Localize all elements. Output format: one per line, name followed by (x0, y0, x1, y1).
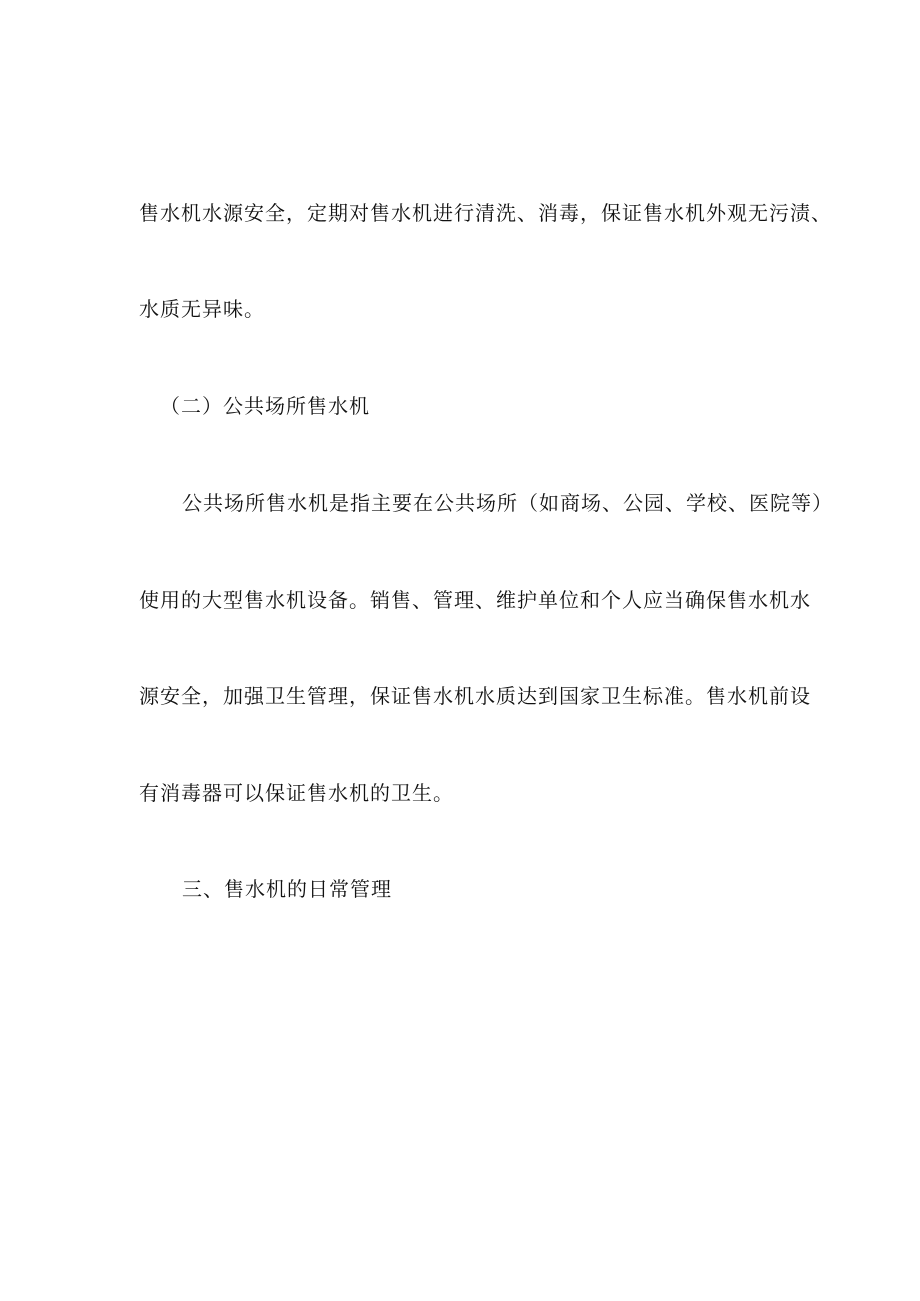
paragraph-1-line-2: 水质无异味。 (139, 297, 265, 321)
paragraph-2-line-3: 源安全，加强卫生管理，保证售水机水质达到国家卫生标准。售水机前设 (139, 684, 811, 708)
section-2-heading: （二）公共场所售水机 (160, 394, 370, 418)
paragraph-2-line-4: 有消毒器可以保证售水机的卫生。 (139, 781, 454, 805)
paragraph-1-line-1: 售水机水源安全，定期对售水机进行清洗、消毒，保证售水机外观无污渍、 (139, 201, 832, 225)
paragraph-2-line-1: 公共场所售水机是指主要在公共场所（如商场、公园、学校、医院等） (182, 491, 833, 515)
paragraph-2-line-2: 使用的大型售水机设备。销售、管理、维护单位和个人应当确保售水机水 (139, 588, 811, 612)
section-3-heading: 三、售水机的日常管理 (182, 877, 392, 901)
